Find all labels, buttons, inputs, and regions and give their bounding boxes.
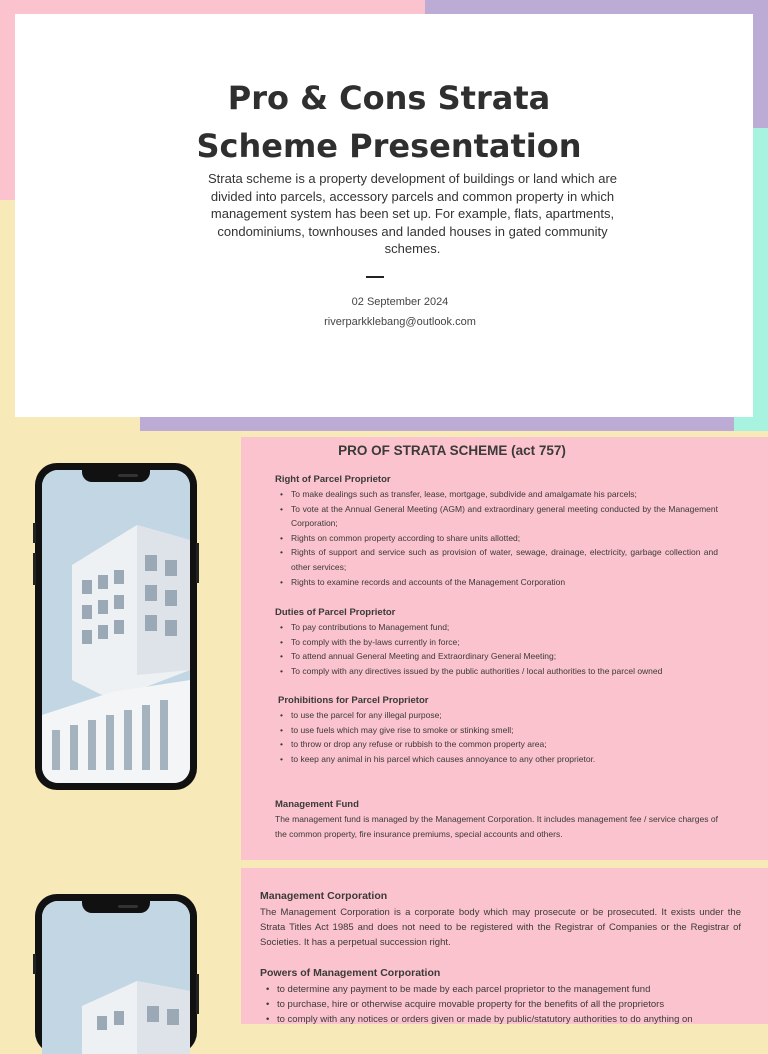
phone-button <box>33 523 36 543</box>
prohibitions-list <box>275 708 718 766</box>
list-item: • to throw or drop any refuse or rubbish to the common property area; <box>275 737 718 752</box>
list-item: • Rights of support and service such as provision of water, sewage, drainage, electricity, garbage collection and other services; <box>275 545 718 574</box>
phone-mockup-bottom <box>35 894 197 1054</box>
title-line-1: Pro & Cons Strata <box>227 79 551 117</box>
presentation-title <box>135 74 643 170</box>
powers-heading: Powers of Management Corporation <box>260 967 441 979</box>
contact-email: riverparkklebang@outlook.com <box>324 316 476 328</box>
management-fund-heading: Management Fund <box>275 799 359 810</box>
phone-screen-building-image <box>42 901 190 1054</box>
list-item: • To pay contributions to Management fund; <box>275 620 718 635</box>
phone-button <box>33 553 36 585</box>
list-item: • to determine any payment to be made by each parcel proprietor to the management fund <box>260 982 750 997</box>
list-item: • Rights to examine records and accounts of the Management Corporation <box>275 575 718 590</box>
list-item: • To attend annual General Meeting and Extraordinary General Meeting; <box>275 649 718 664</box>
phone-button <box>196 543 199 583</box>
list-item: • To comply with any directives issued by the public authorities / local authorities to the parcel owned <box>275 664 718 679</box>
list-item: • to keep any animal in his parcel which causes annoyance to any other proprietor. <box>275 752 718 767</box>
list-item: • to comply with any notices or orders given or made by public/statutory authorities to do anything on <box>260 1012 750 1027</box>
phone-screen-building-image <box>42 470 190 783</box>
rights-heading: Right of Parcel Proprietor <box>275 474 391 485</box>
rights-list <box>275 487 718 589</box>
duties-heading: Duties of Parcel Proprietor <box>275 607 396 618</box>
phone-mockup-top <box>35 463 197 790</box>
title-line-2: Scheme Presentation <box>196 127 582 165</box>
divider <box>366 276 384 278</box>
phone-button <box>196 974 199 1014</box>
mc-heading: Management Corporation <box>260 890 388 902</box>
phone-notch <box>82 901 150 913</box>
phone-notch <box>82 470 150 482</box>
list-item: • To make dealings such as transfer, lease, mortgage, subdivide and amalgamate his parcels; <box>275 487 718 502</box>
scheme-description: Strata scheme is a property development of buildings or land which are divided into parcels, accessory parcels and common property in which management system has been set up. For example, flats, apartments, condominiums, townhouses and landed houses in gated community schemes. <box>208 171 617 257</box>
presentation-date: 02 September 2024 <box>351 296 449 308</box>
title-card <box>15 14 753 417</box>
pro-strata-panel <box>241 437 768 860</box>
powers-list <box>260 982 750 1028</box>
list-item: • to use the parcel for any illegal purpose; <box>275 708 718 723</box>
building-photo <box>42 470 190 783</box>
list-item: • To comply with the by-laws currently in force; <box>275 635 718 650</box>
list-item: • to purchase, hire or otherwise acquire movable property for the benefits of all the proprietors <box>260 997 750 1012</box>
list-item: • To vote at the Annual General Meeting (AGM) and extraordinary general meeting conducted by the Management Corporation; <box>275 502 718 531</box>
management-fund-text: The management fund is managed by the Management Corporation. It includes management fee / service charges of the common property, fire insurance premiums, special accounts and others. <box>275 814 718 839</box>
pro-panel-title: PRO OF STRATA SCHEME (act 757) <box>338 443 566 458</box>
list-item: • to use fuels which may give rise to smoke or stinking smell; <box>275 723 718 738</box>
bg-lavender-strip <box>140 417 734 431</box>
phone-button <box>33 954 36 974</box>
duties-list <box>275 620 718 678</box>
prohibitions-heading: Prohibitions for Parcel Proprietor <box>278 695 429 706</box>
list-item: • Rights on common property according to share units allotted; <box>275 531 718 546</box>
mc-text: The Management Corporation is a corporate body which may prosecute or be prosecuted. It exists under the Strata Titles Act 1985 and does not need to be registered with the Registrar of Companies or the Registrar of Societies. It has a perpetual succession right. <box>260 907 741 949</box>
building-photo <box>42 901 190 1054</box>
management-corporation-panel <box>241 868 768 1024</box>
